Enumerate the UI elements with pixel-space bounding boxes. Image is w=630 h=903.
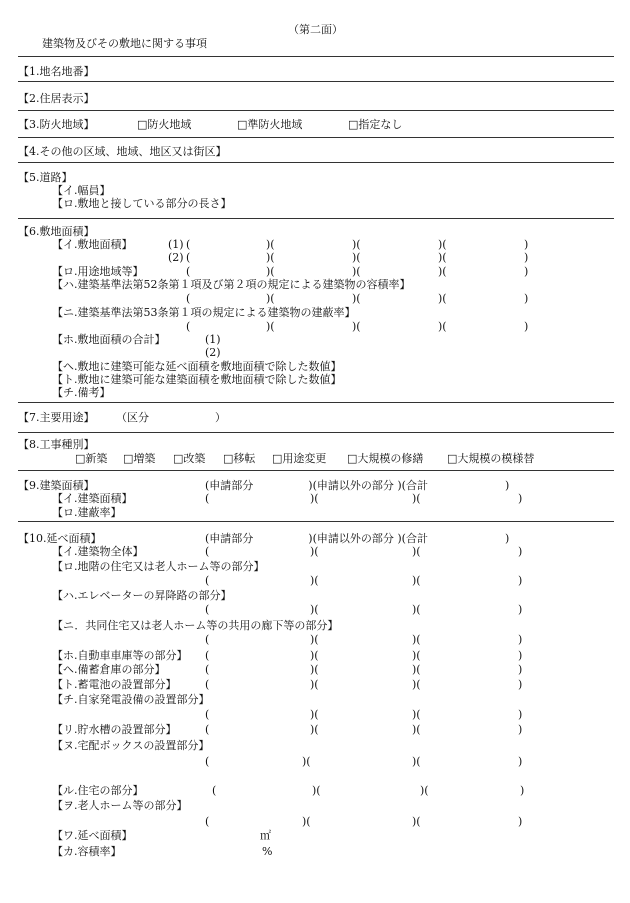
checkbox-extension[interactable]: □増築	[123, 452, 156, 465]
checkbox-fire-zone[interactable]: □防火地域	[137, 118, 192, 131]
site-area-label: 【イ.敷地面積】	[52, 238, 133, 251]
paren: )(	[352, 320, 361, 333]
paren: )	[518, 633, 523, 646]
road-width-label: 【イ.幅員】	[52, 184, 111, 197]
paren: )	[518, 649, 523, 662]
paren: )(	[310, 492, 319, 505]
divider	[18, 137, 614, 138]
checkbox-relocation[interactable]: □移転	[223, 452, 256, 465]
paren: )(	[310, 678, 319, 691]
paren: (	[205, 723, 210, 736]
page-number: （第二面）	[288, 23, 343, 36]
use-district-label: 【ロ.用途地域等】	[52, 265, 144, 278]
paren: (	[205, 649, 210, 662]
unit-percent: %	[262, 845, 273, 858]
paren: )(	[412, 649, 421, 662]
paren: (	[205, 755, 210, 768]
paren: )	[524, 320, 529, 333]
divider	[18, 218, 614, 219]
paren: )	[518, 574, 523, 587]
floor-area-ratio-value-label: 【ヘ.敷地に建築可能な延べ面積を敷地面積で除した数値】	[52, 360, 342, 373]
paren: )(	[412, 603, 421, 616]
paren: (	[205, 492, 210, 505]
paren: )(	[310, 545, 319, 558]
section-6-title: 【6.敷地面積】	[18, 225, 95, 238]
paren: (	[205, 815, 210, 828]
paren: )(	[438, 320, 447, 333]
coverage-ratio-value-label: 【ト.敷地に建築可能な建築面積を敷地面積で除した数値】	[52, 373, 342, 386]
building-area-label: 【イ.建築面積】	[52, 492, 133, 505]
checkbox-change-of-use[interactable]: □用途変更	[272, 452, 327, 465]
divider	[18, 521, 614, 522]
checkbox-reconstruction[interactable]: □改築	[173, 452, 206, 465]
storage-warehouse-label: 【ヘ.備蓄倉庫の部分】	[52, 663, 166, 676]
site-area-total-label: 【ホ.敷地面積の合計】	[52, 333, 166, 346]
checkbox-semi-fire-zone[interactable]: □準防火地域	[237, 118, 303, 131]
floor-area-ratio-label: 【ハ.建築基準法第52条第１項及び第２項の規定による建築物の容積率】	[52, 278, 411, 291]
paren: )(	[412, 545, 421, 558]
paren: )	[524, 251, 529, 264]
paren: )(	[438, 265, 447, 278]
paren: )(	[412, 678, 421, 691]
divider	[18, 81, 614, 82]
paren: )(	[438, 251, 447, 264]
paren: (	[186, 251, 191, 264]
unit-square-meters: ㎡	[260, 829, 271, 842]
paren: )	[518, 603, 523, 616]
paren: )(	[412, 723, 421, 736]
paren: )	[524, 265, 529, 278]
garage-label: 【ホ.自動車車庫等の部分】	[52, 649, 188, 662]
paren: )(	[412, 633, 421, 646]
paren: (	[186, 265, 191, 278]
elevator-shaft-label: 【ハ.エレベーターの昇降路の部分】	[52, 589, 232, 602]
paren: (	[186, 292, 191, 305]
section-3-title: 【3.防火地域】	[18, 118, 95, 131]
paren: (	[205, 678, 210, 691]
paren: )(	[438, 292, 447, 305]
paren: (	[186, 238, 191, 251]
paren: )(	[412, 708, 421, 721]
paren: )	[518, 723, 523, 736]
section-9-title: 【9.建築面積】	[18, 479, 95, 492]
section-2-title: 【2.住居表示】	[18, 92, 95, 105]
total-floor-area-label: 【ワ.延べ面積】	[52, 829, 133, 842]
paren: )(	[310, 649, 319, 662]
checkbox-major-remodel[interactable]: □大規模の模様替	[447, 452, 535, 465]
paren: )(	[302, 755, 311, 768]
paren: )(	[352, 292, 361, 305]
paren: )	[520, 784, 525, 797]
paren: )	[524, 238, 529, 251]
section-1-title: 【1.地名地番】	[18, 65, 95, 78]
paren: )(	[352, 265, 361, 278]
paren: (	[205, 603, 210, 616]
section-5-title: 【5.道路】	[18, 171, 73, 184]
paren: )(	[312, 784, 321, 797]
paren: (	[205, 574, 210, 587]
paren: )(	[310, 574, 319, 587]
paren: )(	[266, 320, 275, 333]
residential-part-label: 【ル.住宅の部分】	[52, 784, 144, 797]
form-title: 建築物及びその敷地に関する事項	[42, 37, 207, 50]
whole-building-label: 【イ.建築物全体】	[52, 545, 144, 558]
divider	[18, 402, 614, 403]
floor-area-ratio-total-label: 【カ.容積率】	[52, 845, 122, 858]
paren: )(	[412, 492, 421, 505]
common-corridor-label: 【ニ．共同住宅又は老人ホーム等の共用の廊下等の部分】	[52, 619, 339, 632]
water-tank-label: 【リ.貯水槽の設置部分】	[52, 723, 177, 736]
checkbox-no-designation[interactable]: □指定なし	[348, 118, 403, 131]
paren: )(	[412, 574, 421, 587]
road-contact-length-label: 【ロ.敷地と接している部分の長さ】	[52, 197, 232, 210]
paren: )	[518, 678, 523, 691]
paren: (	[205, 663, 210, 676]
row-number: (2)	[205, 346, 221, 359]
paren: )(	[310, 723, 319, 736]
paren: )	[518, 545, 523, 558]
paren: )(	[412, 663, 421, 676]
paren: )	[518, 755, 523, 768]
site-remarks-label: 【チ.備考】	[52, 386, 111, 399]
section-7-title: 【7.主要用途】	[18, 411, 95, 424]
paren: )	[524, 292, 529, 305]
paren: )(	[412, 815, 421, 828]
paren: )(	[412, 755, 421, 768]
section-8-title: 【8.工事種別】	[18, 438, 95, 451]
divider	[18, 110, 614, 111]
generator-label: 【チ.自家発電設備の設置部分】	[52, 693, 210, 706]
paren: )(	[438, 238, 447, 251]
divider	[18, 470, 614, 471]
checkbox-major-repair[interactable]: □大規模の修繕	[347, 452, 424, 465]
section-10-title: 【10.延べ面積】	[18, 532, 102, 545]
delivery-box-label: 【ヌ.宅配ボックスの設置部分】	[52, 739, 210, 752]
column-headers: (申請部分 )(申請以外の部分 )(合計 )	[205, 532, 510, 545]
paren: (	[205, 633, 210, 646]
paren: )(	[266, 238, 275, 251]
basement-residential-label: 【ロ.地階の住宅又は老人ホーム等の部分】	[52, 560, 265, 573]
paren: )(	[352, 238, 361, 251]
paren: )(	[310, 708, 319, 721]
paren: )	[518, 663, 523, 676]
paren: )(	[266, 251, 275, 264]
divider	[18, 56, 614, 57]
battery-label: 【ト.蓄電池の設置部分】	[52, 678, 177, 691]
column-headers: (申請部分 )(申請以外の部分 )(合計 )	[205, 479, 510, 492]
row-number: (1)	[168, 238, 184, 251]
coverage-ratio-label: 【ロ.建蔽率】	[52, 506, 122, 519]
paren: )	[518, 708, 523, 721]
paren: )	[518, 492, 523, 505]
paren: )(	[266, 265, 275, 278]
paren: )	[518, 815, 523, 828]
elderly-home-label: 【ヲ.老人ホーム等の部分】	[52, 799, 188, 812]
paren: )(	[420, 784, 429, 797]
paren: (	[186, 320, 191, 333]
paren: )(	[310, 663, 319, 676]
row-number: (2)	[168, 251, 184, 264]
paren: )(	[352, 251, 361, 264]
paren: (	[205, 545, 210, 558]
paren: )(	[310, 603, 319, 616]
paren: )(	[266, 292, 275, 305]
building-coverage-label: 【ニ.建築基準法第53条第１項の規定による建築物の建蔽率】	[52, 306, 356, 319]
paren: (	[205, 708, 210, 721]
usage-category: （区分 ）	[116, 411, 226, 424]
divider	[18, 162, 614, 163]
row-number: (1)	[205, 333, 221, 346]
paren: )(	[302, 815, 311, 828]
paren: (	[212, 784, 217, 797]
checkbox-new-construction[interactable]: □新築	[75, 452, 108, 465]
divider	[18, 432, 614, 433]
paren: )(	[310, 633, 319, 646]
section-4-title: 【4.その他の区域、地域、地区又は街区】	[18, 145, 227, 158]
